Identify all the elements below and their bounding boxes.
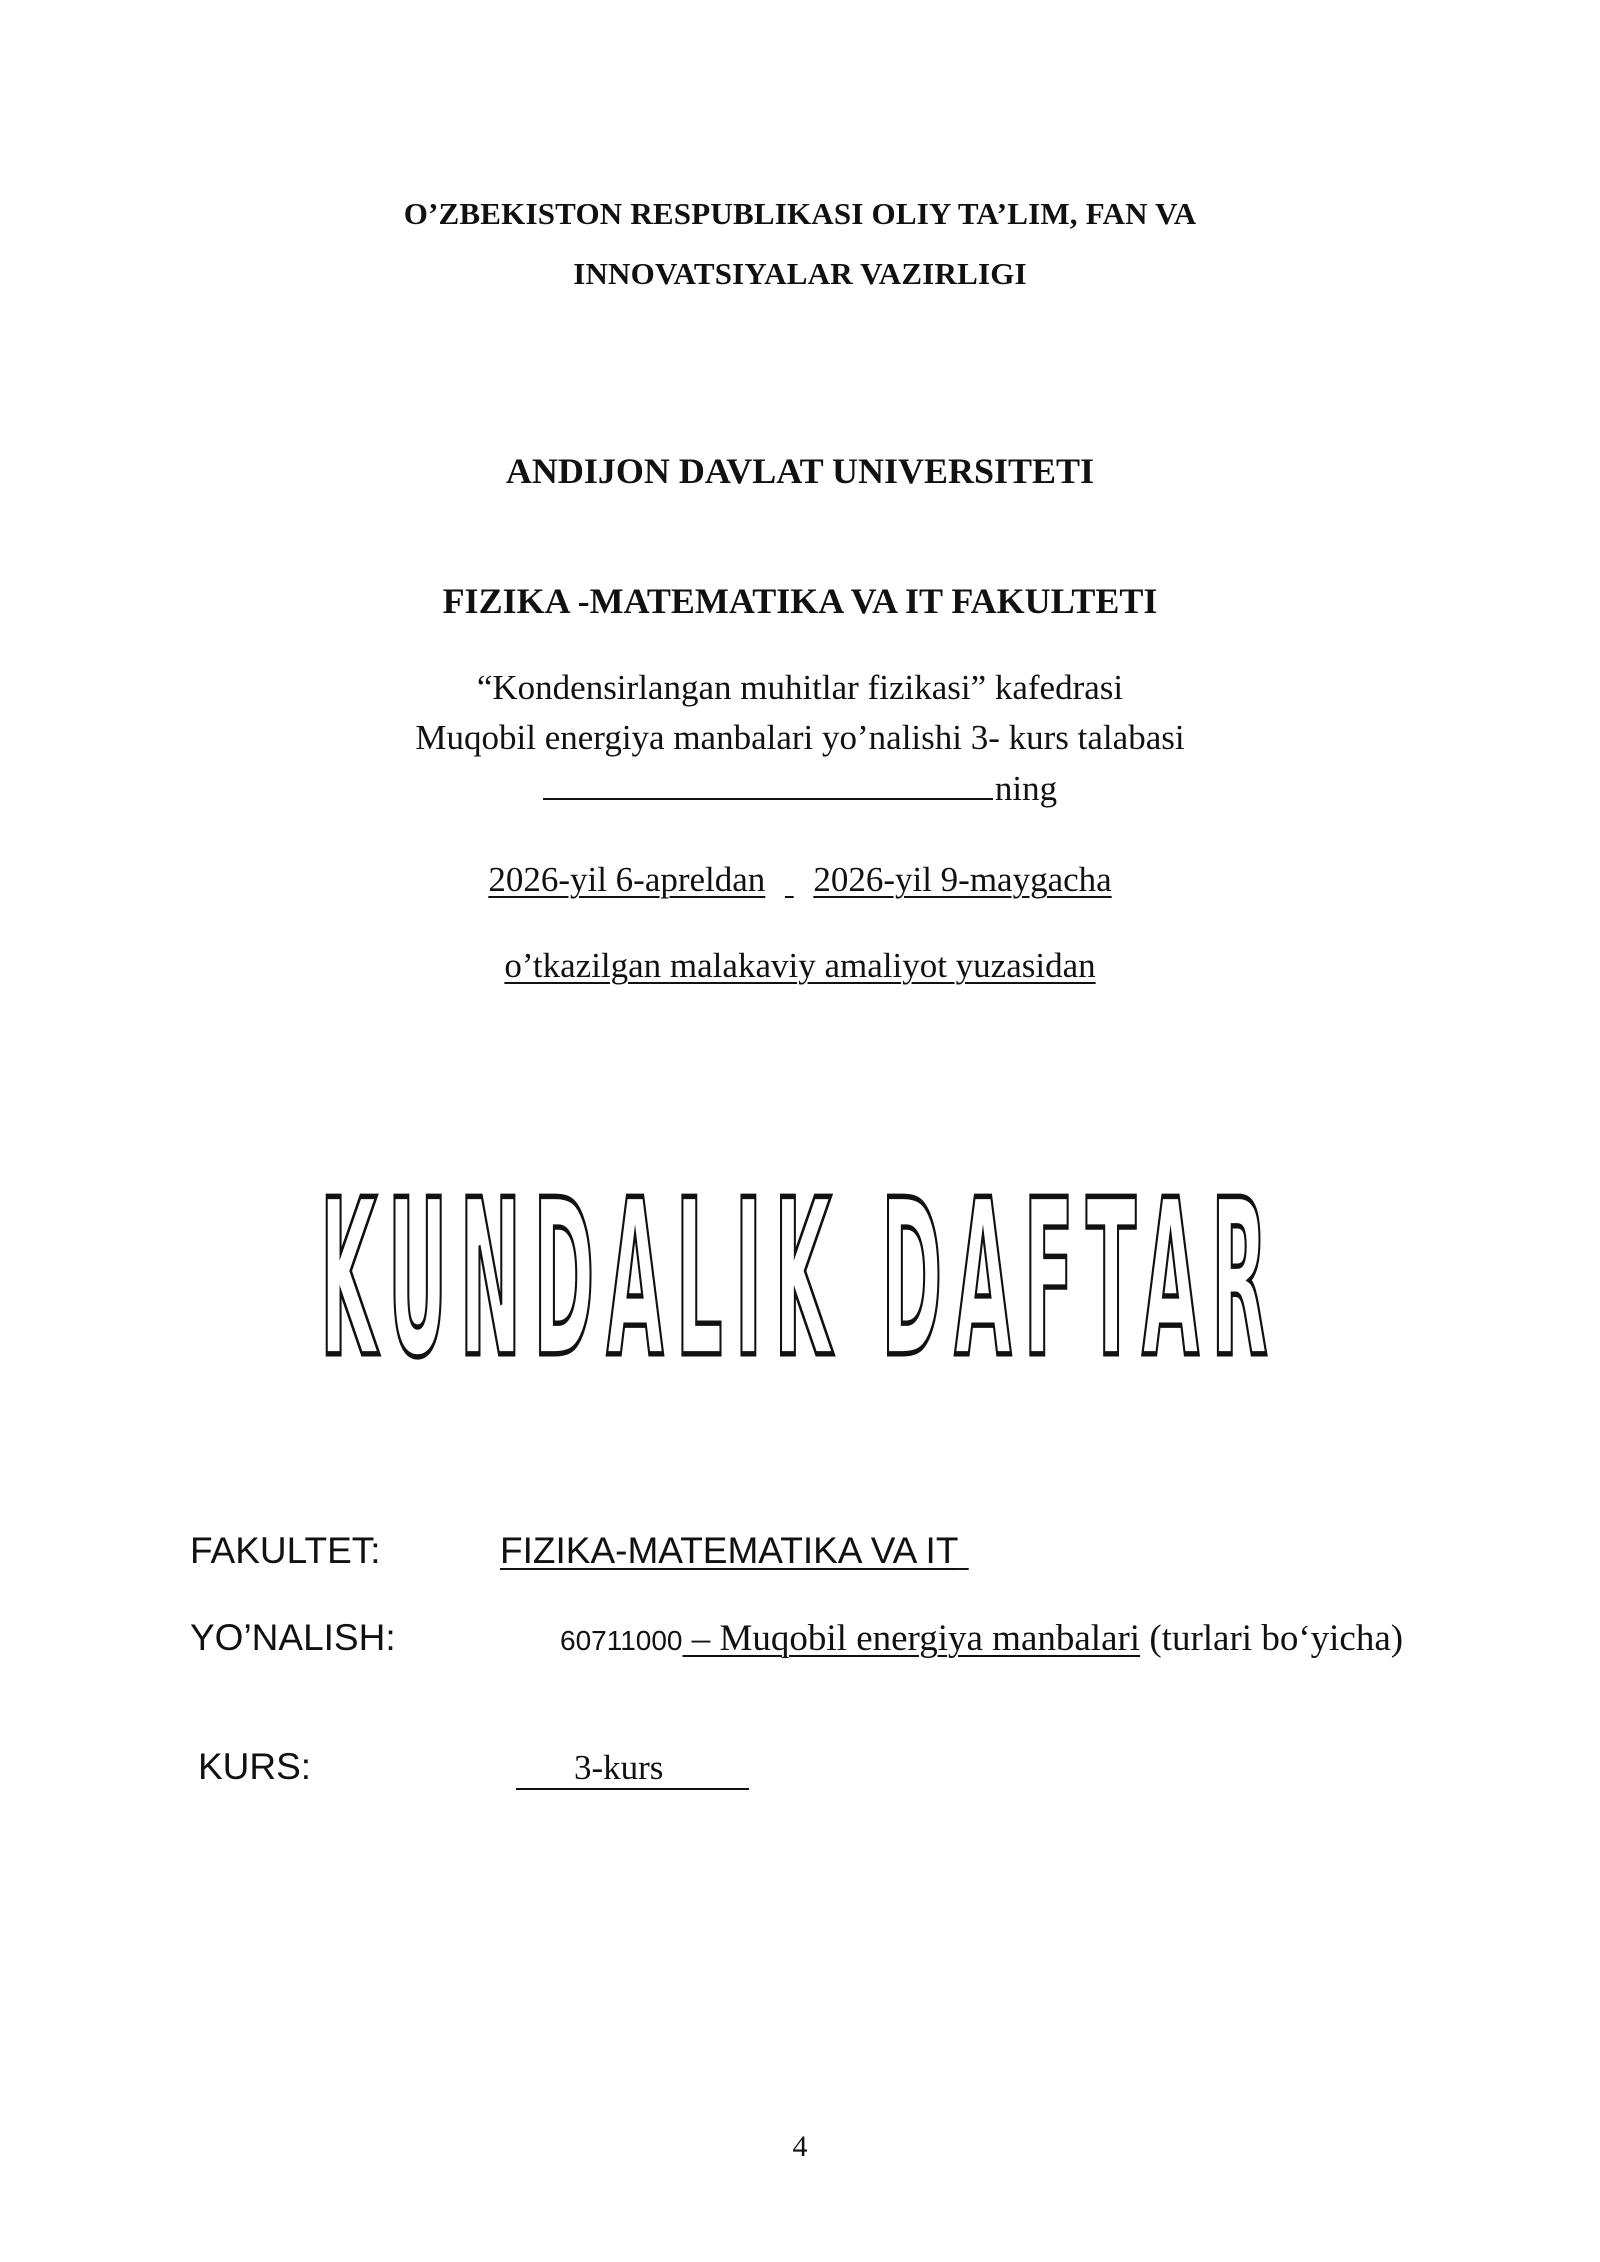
title-text: KUNDALIK DAFTAR: [319, 1154, 1280, 1370]
course-value-wrap: [516, 1746, 749, 1790]
ministry-line-1: O’ZBEKISTON RESPUBLIKASI OLIY TA’LIM, FAN VA: [403, 196, 1197, 231]
date-range-line: [0, 860, 1600, 900]
name-suffix: ning: [994, 769, 1058, 808]
student-line: Muqobil energiya manbalari yo’nalishi 3- kurs talabasi: [415, 718, 1185, 757]
university-name: ANDIJON DAVLAT UNIVERSITETI: [505, 451, 1095, 491]
direction-name: – Muqobil energiya manbalari: [682, 1618, 1141, 1659]
outlined-title-graphic: [0, 1140, 1600, 1370]
faculty-value-wrap: [500, 1530, 969, 1572]
student-name-line: [0, 768, 1600, 809]
course-label: KURS:: [198, 1746, 312, 1787]
direction-label: YO’NALISH:: [190, 1617, 396, 1658]
purpose-text: o’tkazilgan malakaviy amaliyot yuzasidan: [504, 946, 1096, 985]
date-from: 2026-yil 6-apreldan: [488, 860, 766, 899]
direction-value-wrap: [560, 1617, 1403, 1660]
page-number: 4: [792, 2130, 808, 2163]
faculty-label: FAKULTET:: [190, 1530, 381, 1571]
faculty-title: FIZIKA -MATEMATIKA VA IT FAKULTETI: [442, 581, 1158, 621]
faculty-value: FIZIKA-MATEMATIKA VA IT: [500, 1530, 959, 1571]
direction-code: 60711000: [560, 1625, 683, 1656]
direction-suffix: (turlari bo‘yicha): [1140, 1618, 1404, 1659]
kundalik-daftar-title: [0, 1140, 1600, 1370]
student-name-blank[interactable]: [543, 768, 993, 800]
date-to: 2026-yil 9-maygacha: [813, 860, 1112, 899]
faculty-value-trail: [958, 1530, 968, 1571]
purpose-line: [0, 946, 1600, 986]
department-line: “Kondensirlangan muhitlar fizikasi” kafedrasi: [476, 668, 1124, 707]
course-value: 3-kurs: [516, 1748, 749, 1790]
date-gap: [765, 860, 813, 900]
ministry-line-2: INNOVATSIYALAR VAZIRLIGI: [573, 256, 1027, 291]
